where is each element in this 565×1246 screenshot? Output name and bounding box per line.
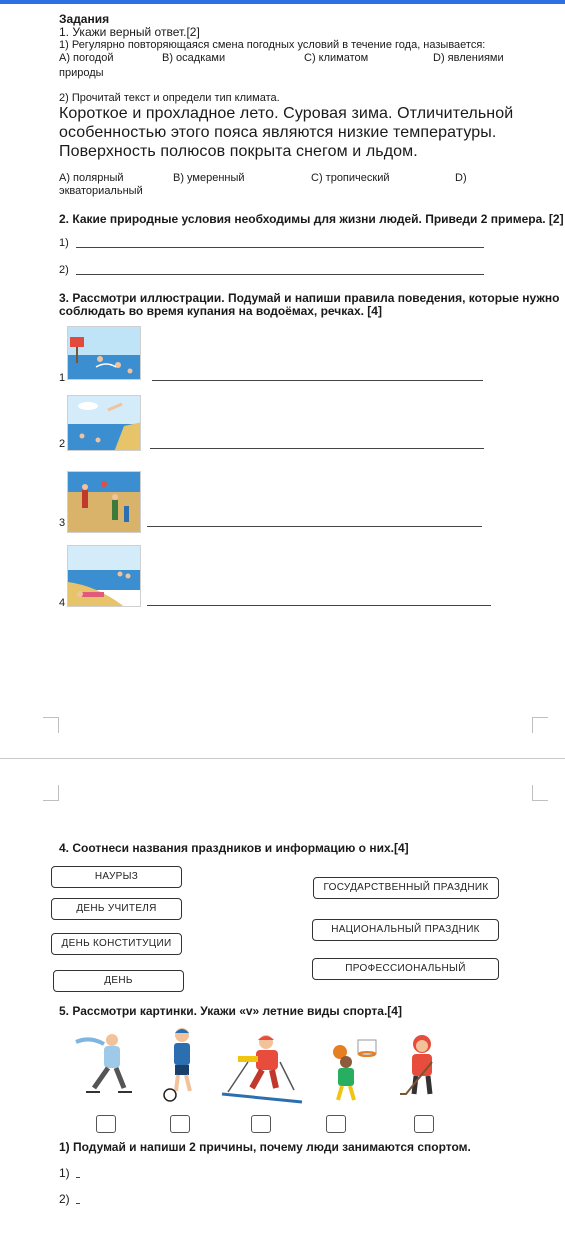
illustration-2-diving [67, 395, 141, 451]
info-box-national-holiday[interactable]: НАЦИОНАЛЬНЫЙ ПРАЗДНИК [312, 919, 499, 941]
illustration-2-number: 2 [59, 438, 66, 450]
q1-p1-option-c: С) климатом [304, 52, 369, 64]
q3-answer-line-1[interactable] [152, 380, 483, 381]
q1-p1-option-b: B) осадками [162, 52, 226, 64]
illustration-3-number: 3 [59, 517, 66, 529]
holiday-box-teacher-day[interactable]: ДЕНЬ УЧИТЕЛЯ [51, 898, 182, 920]
q1-p2-text-line-3: Поверхность полюсов покрыта снегом и льдом. [59, 143, 418, 160]
q3-answer-line-2[interactable] [150, 448, 484, 449]
page-corner-mark [43, 717, 59, 733]
holiday-box-nauryz[interactable]: НАУРЫЗ [51, 866, 182, 888]
sport-checkbox-hockey[interactable] [414, 1115, 434, 1133]
q1-p1-option-a: А) погодой [59, 52, 114, 64]
q2-answer-label-1: 1) [59, 237, 69, 249]
q4-heading: 4. Соотнеси названия праздников и информацию о них.[4] [59, 841, 409, 855]
q3-answer-line-3[interactable] [147, 526, 482, 527]
q6-answer-line-2[interactable] [76, 1203, 80, 1204]
q1-p2-option-a: А) полярный [59, 172, 124, 184]
q6-answer-label-1: 1) [59, 1166, 70, 1180]
sport-checkbox-football[interactable] [170, 1115, 190, 1133]
page-title: Задания [59, 12, 110, 26]
page-corner-mark [43, 785, 59, 801]
q1-p2-option-d-wrap: экваториальный [59, 185, 143, 197]
q2-heading: 2. Какие природные условия необходимы для жизни людей. Приведи 2 примера. [2] [59, 212, 564, 226]
q1-p2-text-line-2: особенностью этого пояса являются низкие температуры. [59, 124, 497, 141]
page-corner-mark [532, 785, 548, 801]
q2-answer-label-2: 2) [59, 264, 69, 276]
q2-answer-line-2[interactable] [76, 274, 484, 275]
q6-heading: 1) Подумай и напиши 2 причины, почему люди занимаются спортом. [59, 1140, 471, 1154]
top-accent-bar [0, 0, 565, 4]
q3-heading-line-2: соблюдать во время купания на водоёмах, речках. [4] [59, 304, 382, 318]
q5-heading: 5. Рассмотри картинки. Укажи «v» летние виды спорта.[4] [59, 1004, 402, 1018]
illustration-1-swimming-warning [67, 326, 141, 380]
q3-answer-line-4[interactable] [147, 605, 491, 606]
holiday-box-day[interactable]: ДЕНЬ [53, 970, 184, 992]
q1-p1-option-d-wrap: природы [59, 67, 104, 79]
sport-checkbox-ice-skating[interactable] [96, 1115, 116, 1133]
q1-p1-option-d: D) явлениями [433, 52, 504, 64]
sport-skiing-picture [218, 1032, 306, 1108]
q1-p2-text-line-1: Короткое и прохладное лето. Суровая зима. Отличительной [59, 105, 514, 122]
q1-p2-option-b: B) умеренный [173, 172, 245, 184]
q3-heading-line-1: 3. Рассмотри иллюстрации. Подумай и напиши правила поведения, которые нужно [59, 291, 560, 305]
info-box-state-holiday[interactable]: ГОСУДАРСТВЕННЫЙ ПРАЗДНИК [313, 877, 499, 899]
sport-football-picture [160, 1025, 200, 1105]
page-break [0, 758, 565, 759]
sport-basketball-picture [318, 1038, 382, 1104]
sport-checkbox-basketball[interactable] [326, 1115, 346, 1133]
illustration-4-sunbathing [67, 545, 141, 607]
q1-p2-question: 2) Прочитай текст и определи тип климата. [59, 92, 280, 104]
illustration-3-beach-ball-game [67, 471, 141, 533]
illustration-4-number: 4 [59, 597, 66, 609]
info-box-professional[interactable]: ПРОФЕССИОНАЛЬНЫЙ [312, 958, 499, 980]
q1-p2-option-d: D) [455, 172, 467, 184]
sport-checkbox-skiing[interactable] [251, 1115, 271, 1133]
q1-p1-question: 1) Регулярно повторяющаяся смена погодных условий в течение года, называется: [59, 39, 486, 51]
q1-p2-option-c: С) тропический [311, 172, 390, 184]
holiday-box-constitution-day[interactable]: ДЕНЬ КОНСТИТУЦИИ [51, 933, 182, 955]
q6-answer-line-1[interactable] [76, 1177, 80, 1178]
q1-heading: 1. Укажи верный ответ.[2] [59, 25, 200, 39]
sport-hockey-picture [398, 1032, 442, 1104]
q6-answer-label-2: 2) [59, 1192, 70, 1206]
page-corner-mark [532, 717, 548, 733]
q2-answer-line-1[interactable] [76, 247, 484, 248]
sport-ice-skating-picture [70, 1030, 142, 1104]
illustration-1-number: 1 [59, 372, 66, 384]
